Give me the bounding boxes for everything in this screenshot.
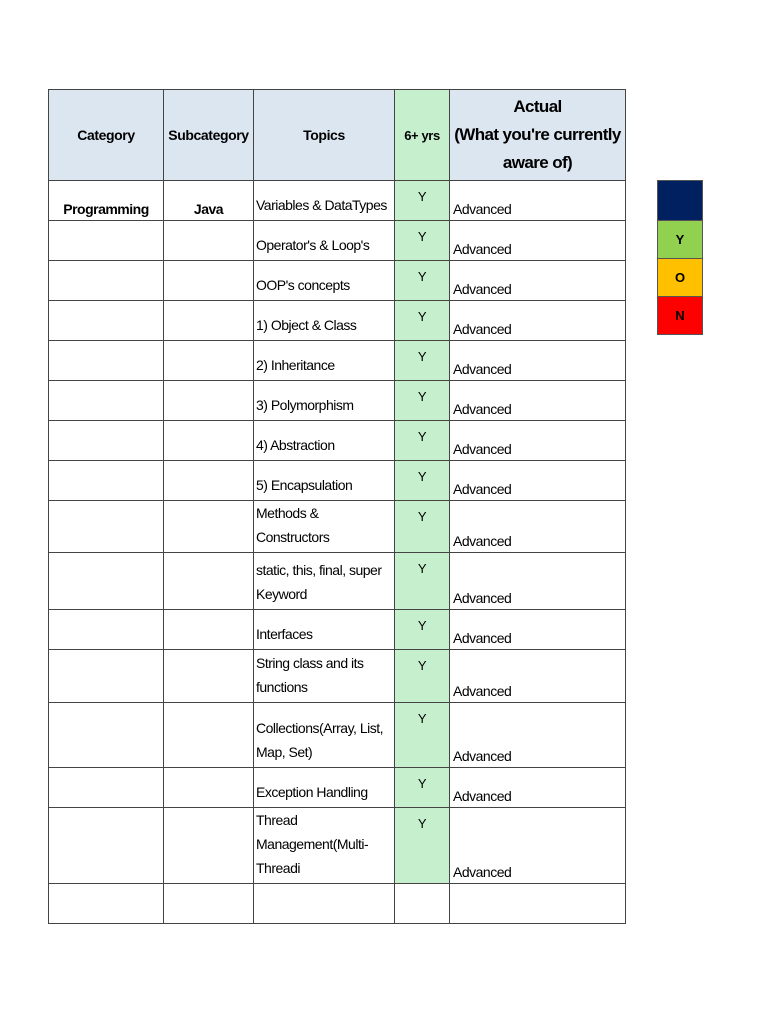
- topic-cell: String class and its functions: [254, 650, 395, 703]
- level-cell: Advanced: [450, 501, 626, 553]
- subcategory-cell: [164, 341, 254, 381]
- category-cell: [49, 768, 164, 808]
- table-row: [49, 884, 626, 924]
- level-cell: Advanced: [450, 808, 626, 884]
- topic-cell: Thread Management(Multi-Threadi: [254, 808, 395, 884]
- level-cell: Advanced: [450, 261, 626, 301]
- table-row: [49, 221, 626, 261]
- legend-other-swatch: O: [657, 258, 703, 297]
- category-cell: [49, 301, 164, 341]
- category-cell: [49, 341, 164, 381]
- yrs-cell: Y: [395, 610, 450, 650]
- topic-cell: 2) Inheritance: [254, 341, 395, 381]
- header-topics: Topics: [254, 90, 395, 181]
- level-cell: [450, 884, 626, 924]
- topic-cell: static, this, final, super Keyword: [254, 553, 395, 610]
- yrs-cell: Y: [395, 301, 450, 341]
- category-cell: [49, 808, 164, 884]
- header-row: [49, 90, 626, 181]
- subcategory-cell: [164, 421, 254, 461]
- table-row: [49, 501, 626, 553]
- category-cell: [49, 884, 164, 924]
- topic-cell: 4) Abstraction: [254, 421, 395, 461]
- table-row: [49, 421, 626, 461]
- subcategory-cell: [164, 703, 254, 768]
- legend-blue-swatch: [657, 180, 703, 221]
- table-row: [49, 461, 626, 501]
- table-row: [49, 301, 626, 341]
- header-subcategory: Subcategory: [164, 90, 254, 181]
- subcategory-cell: [164, 461, 254, 501]
- yrs-cell: Y: [395, 768, 450, 808]
- level-cell: Advanced: [450, 461, 626, 501]
- subcategory-cell: [164, 808, 254, 884]
- category-cell: [49, 553, 164, 610]
- category-cell: [49, 461, 164, 501]
- yrs-cell: Y: [395, 650, 450, 703]
- yrs-cell: Y: [395, 461, 450, 501]
- category-cell: [49, 421, 164, 461]
- level-cell: Advanced: [450, 768, 626, 808]
- subcategory-cell: [164, 650, 254, 703]
- legend-yes-swatch: Y: [657, 220, 703, 259]
- table-row: [49, 181, 626, 221]
- table-row: [49, 808, 626, 884]
- yrs-cell: Y: [395, 221, 450, 261]
- skills-table: [48, 89, 626, 924]
- topic-cell: Collections(Array, List, Map, Set): [254, 703, 395, 768]
- subcategory-cell: [164, 221, 254, 261]
- topic-cell: Interfaces: [254, 610, 395, 650]
- topic-cell: Exception Handling: [254, 768, 395, 808]
- color-legend: [657, 180, 703, 335]
- yrs-cell: Y: [395, 808, 450, 884]
- subcategory-cell: [164, 501, 254, 553]
- yrs-cell: Y: [395, 341, 450, 381]
- header-actual: Actual (What you're currently aware of): [450, 90, 626, 181]
- yrs-cell: Y: [395, 421, 450, 461]
- table-row: [49, 553, 626, 610]
- level-cell: Advanced: [450, 221, 626, 261]
- legend-no-swatch: N: [657, 296, 703, 335]
- table-row: [49, 703, 626, 768]
- subcategory-cell: [164, 610, 254, 650]
- yrs-cell: Y: [395, 501, 450, 553]
- table-row: [49, 341, 626, 381]
- level-cell: Advanced: [450, 181, 626, 221]
- yrs-cell: [395, 884, 450, 924]
- table-row: [49, 261, 626, 301]
- category-cell: [49, 703, 164, 768]
- header-category: Category: [49, 90, 164, 181]
- topic-cell: Variables & DataTypes: [254, 181, 395, 221]
- category-cell: [49, 610, 164, 650]
- subcategory-cell: Java: [164, 181, 254, 221]
- topic-cell: 5) Encapsulation: [254, 461, 395, 501]
- topic-cell: 1) Object & Class: [254, 301, 395, 341]
- subcategory-cell: [164, 301, 254, 341]
- level-cell: Advanced: [450, 301, 626, 341]
- topic-cell: Methods & Constructors: [254, 501, 395, 553]
- topic-cell: Operator's & Loop's: [254, 221, 395, 261]
- level-cell: Advanced: [450, 381, 626, 421]
- header-yrs: 6+ yrs: [395, 90, 450, 181]
- table-row: [49, 768, 626, 808]
- table-row: [49, 650, 626, 703]
- yrs-cell: Y: [395, 553, 450, 610]
- level-cell: Advanced: [450, 341, 626, 381]
- level-cell: Advanced: [450, 650, 626, 703]
- subcategory-cell: [164, 261, 254, 301]
- yrs-cell: Y: [395, 261, 450, 301]
- level-cell: Advanced: [450, 610, 626, 650]
- yrs-cell: Y: [395, 381, 450, 421]
- subcategory-cell: [164, 553, 254, 610]
- table-row: [49, 610, 626, 650]
- level-cell: Advanced: [450, 703, 626, 768]
- category-cell: [49, 501, 164, 553]
- table-row: [49, 381, 626, 421]
- subcategory-cell: [164, 884, 254, 924]
- category-cell: [49, 221, 164, 261]
- category-cell: [49, 650, 164, 703]
- subcategory-cell: [164, 381, 254, 421]
- topic-cell: [254, 884, 395, 924]
- category-cell: [49, 261, 164, 301]
- category-cell: [49, 381, 164, 421]
- level-cell: Advanced: [450, 553, 626, 610]
- topic-cell: 3) Polymorphism: [254, 381, 395, 421]
- level-cell: Advanced: [450, 421, 626, 461]
- yrs-cell: Y: [395, 703, 450, 768]
- topic-cell: OOP's concepts: [254, 261, 395, 301]
- subcategory-cell: [164, 768, 254, 808]
- yrs-cell: Y: [395, 181, 450, 221]
- category-cell: Programming: [49, 181, 164, 221]
